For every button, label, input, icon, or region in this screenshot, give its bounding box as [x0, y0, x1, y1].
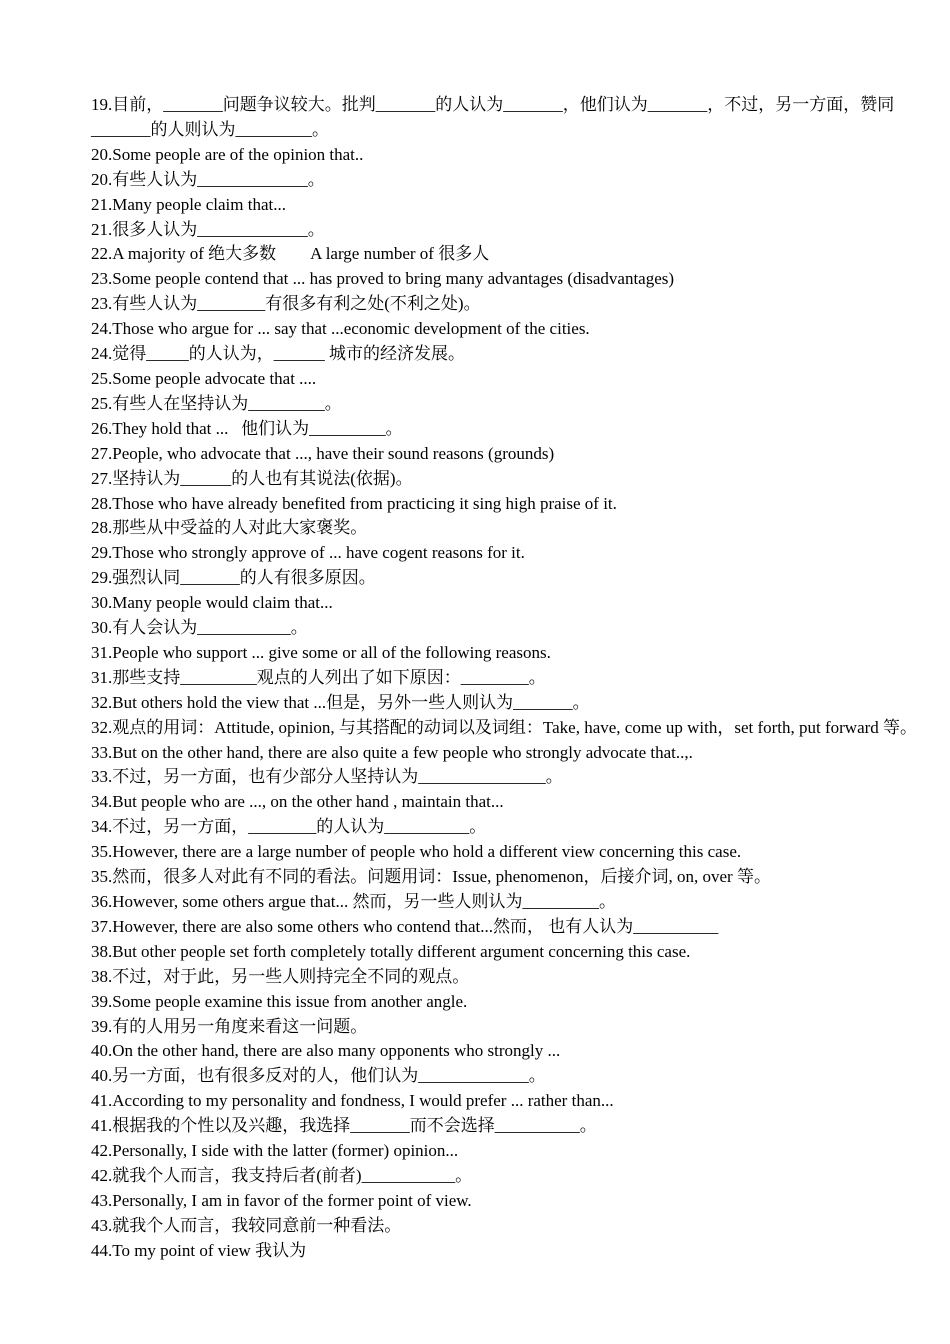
text-line: 21.Many people claim that... — [91, 194, 286, 214]
text-line: 42.Personally, I side with the latter (former) opinion... — [91, 1141, 459, 1161]
text-line: 41.根据我的个性以及兴趣，我选择_______而不会选择__________。 — [91, 1116, 597, 1136]
text-line: 34.But people who are ..., on the other hand , maintain that... — [91, 792, 504, 812]
text-line: 35.然而，很多人对此有不同的看法。问题用词：Issue, phenomenon，后接介词, on, over 等。 — [91, 867, 771, 887]
text-line: 27.坚持认为______的人也有其说法(依据)。 — [91, 468, 413, 488]
text-line: 34.不过，另一方面，________的人认为__________。 — [91, 817, 487, 837]
text-line: 33.不过，另一方面，也有少部分人坚持认为_______________。 — [91, 767, 563, 787]
text-line: 40.另一方面，也有很多反对的人，他们认为_____________。 — [91, 1066, 546, 1086]
text-line: 38.不过，对于此，另一些人则持完全不同的观点。 — [91, 966, 470, 986]
text-line: 25.Some people advocate that .... — [91, 368, 317, 388]
text-line: 43.就我个人而言，我较同意前一种看法。 — [91, 1215, 402, 1235]
text-line: 19.目前，_______问题争议较大。批判_______的人认为_______，他们认为_______，不过，另一方面，赞同_______的人则认为_________。 — [91, 95, 895, 139]
text-line: 29.强烈认同_______的人有很多原因。 — [91, 568, 376, 588]
text-line: 35.However, there are a large number of people who hold a different view concerning this case. — [91, 842, 742, 862]
text-line: 42.就我个人而言，我支持后者(前者)___________。 — [91, 1165, 473, 1185]
text-line: 30.Many people would claim that... — [91, 593, 333, 613]
text-line: 21.很多人认为_____________。 — [91, 219, 325, 239]
text-line: 43.Personally, I am in favor of the former point of view. — [91, 1190, 472, 1210]
text-line: 39.Some people examine this issue from another angle. — [91, 991, 468, 1011]
text-line: 26.They hold that ... 他们认为_________。 — [91, 418, 403, 438]
text-line: 36.However, some others argue that... 然而，另一些人则认为_________。 — [91, 892, 616, 911]
text-line: 37.However, there are also some others who contend that...然而， 也有人认为__________ — [91, 916, 719, 936]
text-line: 32.观点的用词：Attitude, opinion, 与其搭配的动词以及词组：Take, have, come up with，set forth, put forward 等。 — [91, 717, 918, 737]
text-line: 39.有的人用另一角度来看这一问题。 — [91, 1016, 368, 1036]
text-line: 28.那些从中受益的人对此大家褒奖。 — [91, 518, 368, 538]
text-line: 29.Those who strongly approve of ... have cogent reasons for it. — [91, 543, 525, 563]
text-line: 20.有些人认为_____________。 — [91, 169, 325, 189]
text-line: 32.But others hold the view that ...但是，另外一些人则认为_______。 — [91, 692, 590, 712]
text-line: 24.觉得_____的人认为，______ 城市的经济发展。 — [91, 344, 465, 364]
text-line: 24.Those who argue for ... say that ...economic development of the cities. — [91, 319, 590, 339]
document-body — [91, 93, 918, 1264]
text-line: 20.Some people are of the opinion that.. — [91, 144, 364, 164]
text-line: 33.But on the other hand, there are also quite a few people who strongly advocate that..,. — [91, 742, 693, 762]
text-line: 41.According to my personality and fondness, I would prefer ... rather than... — [91, 1091, 614, 1111]
text-line: 25.有些人在坚持认为_________。 — [91, 393, 342, 413]
text-line: 38.But other people set forth completely totally different argument concerning this case. — [91, 941, 691, 961]
text-line: 31.那些支持_________观点的人列出了如下原因：________。 — [91, 667, 546, 687]
text-line: 22.A majority of 绝大多数 A large number of 很多人 — [91, 244, 490, 264]
text-line: 31.People who support ... give some or all of the following reasons. — [91, 642, 551, 662]
text-line: 23.有些人认为________有很多有利之处(不利之处)。 — [91, 294, 481, 314]
text-line: 28.Those who have already benefited from practicing it sing high praise of it. — [91, 493, 617, 513]
text-line: 23.Some people contend that ... has proved to bring many advantages (disadvantages) — [91, 269, 675, 289]
text-line: 30.有人会认为___________。 — [91, 618, 308, 638]
text-line: 44.To my point of view 我认为 — [91, 1240, 307, 1260]
text-line: 40.On the other hand, there are also many opponents who strongly ... — [91, 1041, 561, 1061]
text-line: 27.People, who advocate that ..., have their sound reasons (grounds) — [91, 443, 555, 463]
